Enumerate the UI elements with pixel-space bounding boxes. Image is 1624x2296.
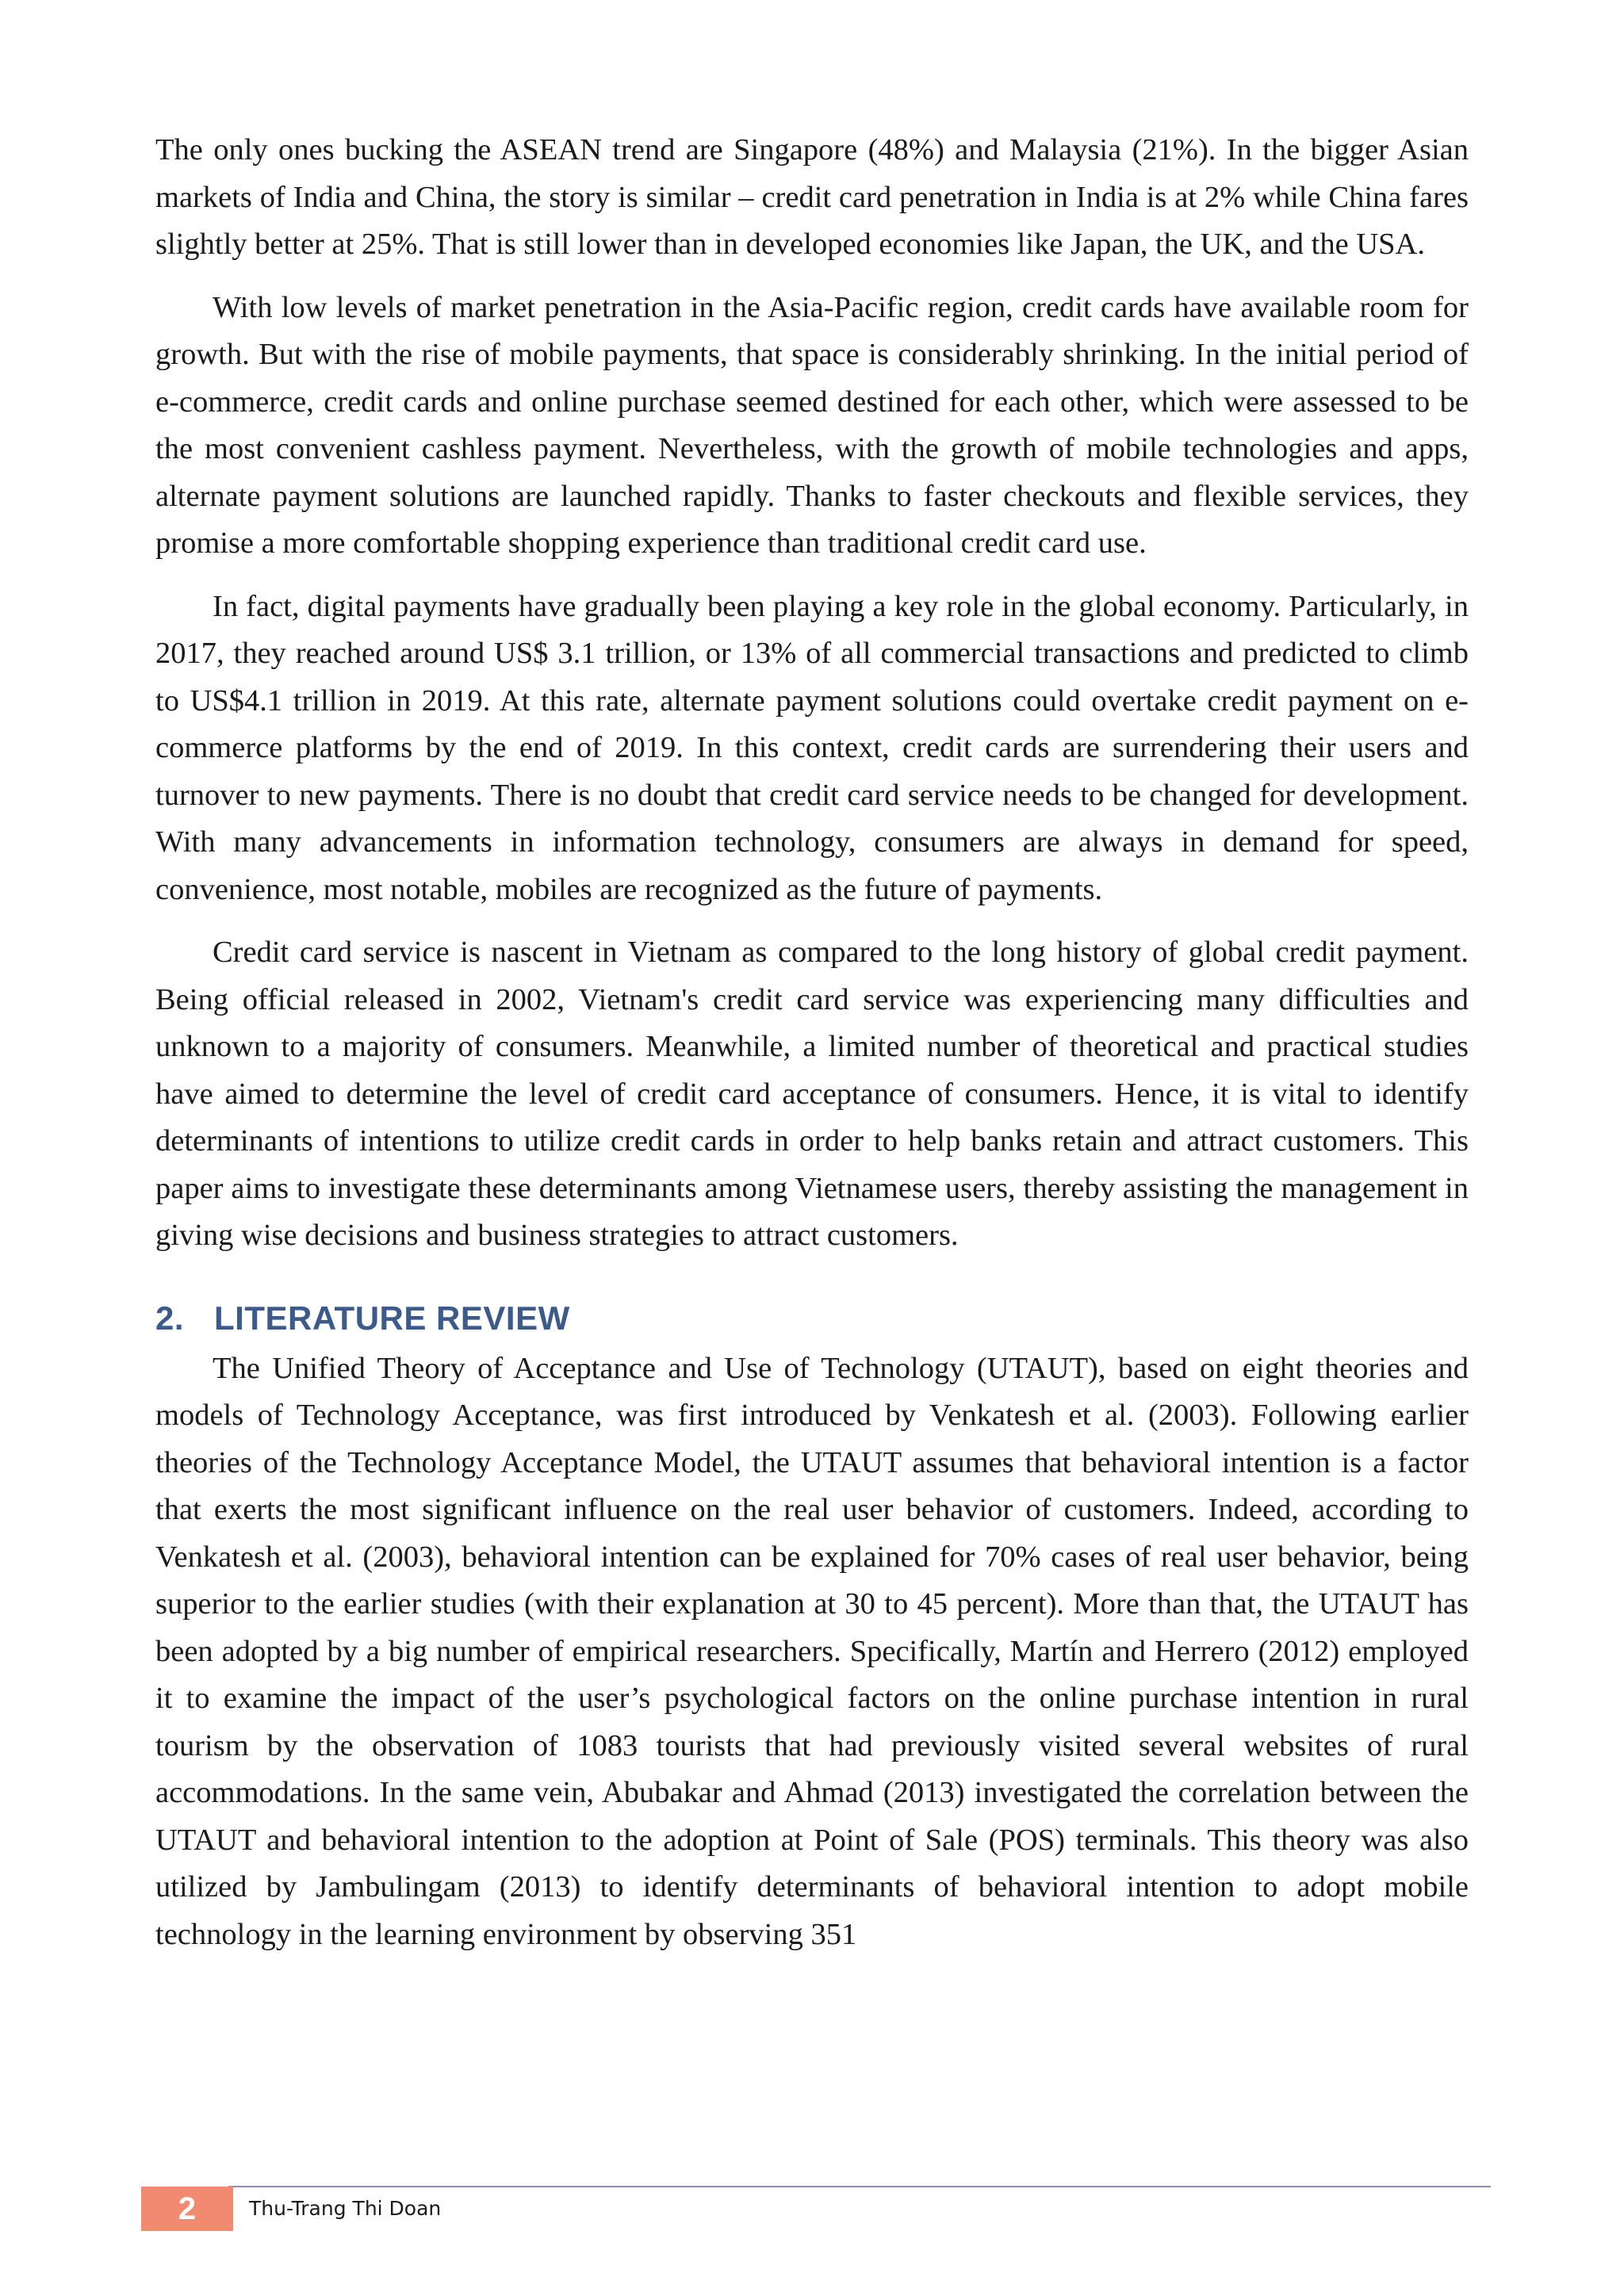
section-title: LITERATURE REVIEW xyxy=(214,1299,570,1337)
section-heading xyxy=(155,1295,1469,1342)
paragraph-utaut: The Unified Theory of Acceptance and Use of Technology (UTAUT), based on eight theories and models of Technology Acceptance, was first introduced by Venkatesh et al. (2003). Following earlier theories of the Technology Acceptance Model, the UTAUT assumes that behavioral intention is a factor that exerts the most significant influence on the real user behavior of customers. Indeed, according to Venkatesh et al. (2003), behavioral intention can be explained for 70% cases of real user behavior, being superior to the earlier studies (with their explanation at 30 to 45 percent). More than that, the UTAUT has been adopted by a big number of empirical researchers. Specifically, Martín and Herrero (2012) employed it to examine the impact of the user’s psychological factors on the online purchase intention in rural tourism by the observation of 1083 tourists that had previously visited several websites of rural accommodations. In the same vein, Abubakar and Ahmad (2013) investigated the correlation between the UTAUT and behavioral intention to the adoption at Point of Sale (POS) terminals. This theory was also utilized by Jambulingam (2013) to identify determinants of behavioral intention to adopt mobile technology in the learning environment by observing 351 xyxy=(155,1351,1469,1951)
body-text xyxy=(155,127,1469,1974)
footer-author: Thu-Trang Thi Doan xyxy=(249,2197,442,2220)
paragraph-vietnam: Credit card service is nascent in Vietnam as compared to the long history of global credit payment. Being official released in 2002, Vietnam's credit card service was experiencing many difficulties and unknown to a majority of consumers. Meanwhile, a limited number of theoretical and practical studies have aimed to determine the level of credit card acceptance of consumers. Hence, it is vital to identify determinants of intentions to utilize credit cards in order to help banks retain and attract customers. This paper aims to investigate these determinants among Vietnamese users, thereby assisting the management in giving wise decisions and business strategies to attract customers. xyxy=(155,936,1469,1252)
section-number: 2. xyxy=(155,1299,185,1337)
page-number: 2 xyxy=(141,2187,233,2231)
paragraph-digital-payments: In fact, digital payments have gradually been playing a key role in the global economy. Particularly, in 2017, they reached around US$ 3.1 trillion, or 13% of all commercial transactions and predicted to climb to US$4.1 trillion in 2019. At this rate, alternate payment solutions could overtake credit payment on e-commerce platforms by the end of 2019. In this context, credit cards are surrendering their users and turnover to new payments. There is no doubt that credit card service needs to be changed for development. With many advancements in information technology, consumers are always in demand for speed, convenience, most notable, mobiles are recognized as the future of payments. xyxy=(155,589,1469,906)
paragraph-asia-pacific: With low levels of market penetration in the Asia-Pacific region, credit cards have available room for growth. But with the rise of mobile payments, that space is considerably shrinking. In the initial period of e-commerce, credit cards and online purchase seemed destined for each other, which were assessed to be the most convenient cashless payment. Nevertheless, with the growth of mobile technologies and apps, alternate payment solutions are launched rapidly. Thanks to faster checkouts and flexible services, they promise a more comfortable shopping experience than traditional credit card use. xyxy=(155,290,1469,560)
paragraph-asean-trend: The only ones bucking the ASEAN trend are Singapore (48%) and Malaysia (21%). In the bigger Asian markets of India and China, the story is similar – credit card penetration in India is at 2% while China fares slightly better at 25%. That is still lower than in developed economies like Japan, the UK, and the USA. xyxy=(155,133,1469,261)
footer-divider xyxy=(228,2186,1491,2187)
